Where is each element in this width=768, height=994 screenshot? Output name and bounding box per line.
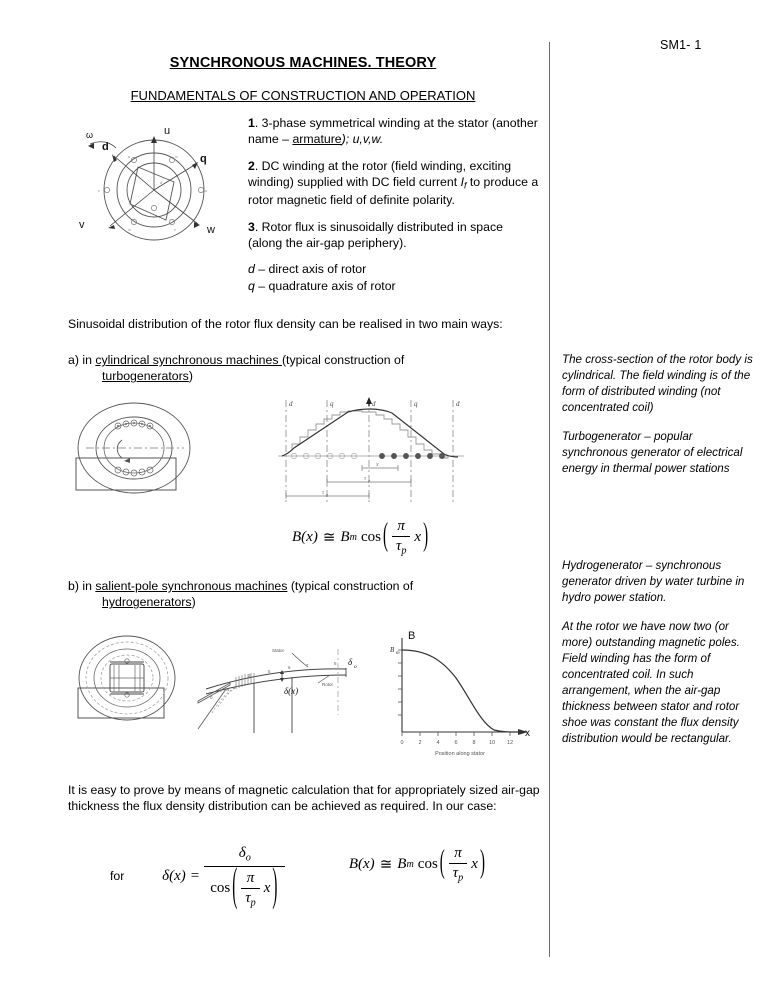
- axis-def-q-symbol: q: [248, 278, 255, 293]
- point-1-link-armature: armature: [292, 132, 342, 147]
- flux-density-chart: [372, 626, 538, 762]
- axis-def-q-text: – quadrature axis of rotor: [254, 278, 396, 293]
- formula-delta-paren-open: (: [232, 862, 238, 913]
- formula-bot-B-arg: (x): [358, 855, 375, 872]
- item-b-rest: (typical construction of: [287, 579, 414, 593]
- formula-flux-density-salient: [349, 845, 487, 884]
- item-b-link-salient: salient-pole synchronous machines: [95, 579, 288, 593]
- chart-xtick-12: 12: [506, 740, 514, 746]
- axis-definition-q: [248, 278, 540, 294]
- chart-bm-label: B: [390, 646, 395, 654]
- item-b-link-hydrogenerators: hydrogenerators: [102, 595, 192, 610]
- point-3-text: . Rotor flux is sinusoidally distributed in space (along the air-gap periphery).: [248, 219, 503, 250]
- formula-top-B: B: [292, 528, 302, 545]
- formula-delta-pi: π: [246, 869, 255, 886]
- airgap-tick-5: 5: [268, 669, 271, 674]
- chart-ylabel: B: [408, 630, 416, 642]
- construction-points-list: [248, 115, 540, 304]
- point-2-number: 2: [248, 158, 255, 173]
- item-a-second-line: [68, 368, 538, 384]
- axis-label-v: v: [79, 219, 85, 231]
- svg-text:d: d: [160, 180, 163, 185]
- formula-delta-paren-close: ): [272, 862, 278, 913]
- chart-xtick-2: 2: [418, 740, 422, 746]
- formula-delta-o: δ: [238, 845, 246, 861]
- formula-delta-o-sub: o: [245, 852, 251, 864]
- airgap-tick-7: 7: [306, 663, 309, 668]
- airgap-label-rotor: Rotor: [322, 682, 334, 687]
- formula-bot-tau: τ: [452, 865, 459, 881]
- formula-delta-arg: (x): [169, 868, 186, 885]
- margin-note-cylindrical: [562, 352, 758, 477]
- formula-top-x: x: [414, 528, 422, 545]
- point-2-symbol-if: I: [460, 175, 464, 190]
- chart-series-line: [402, 650, 522, 732]
- mmf-waveform-figure: [272, 392, 468, 514]
- formula-bot-B: B: [348, 855, 359, 872]
- svg-text:w: w: [175, 154, 179, 159]
- item-a-prefix: a) in: [68, 353, 96, 367]
- svg-text:w: w: [128, 227, 132, 232]
- svg-text:v: v: [174, 227, 177, 232]
- point-2: [248, 158, 540, 209]
- chart-bm-label-sub: m: [396, 651, 400, 656]
- point-3: [248, 219, 540, 252]
- chart-xlabel: Position along stator: [435, 751, 485, 757]
- point-2-text-b: to produce a rotor magnetic field of definite polarity.: [248, 175, 539, 208]
- vertical-divider-rule: [549, 42, 550, 957]
- axis-label-w: w: [207, 224, 215, 236]
- svg-text:v: v: [98, 188, 101, 193]
- formula-bot-pi: π: [454, 845, 462, 861]
- formula-delta-fn: δ: [162, 868, 170, 885]
- item-a-link-turbogenerators: turbogenerators: [102, 369, 189, 384]
- formula-top-fraction: [392, 518, 410, 557]
- formula-delta-fraction: [204, 845, 285, 913]
- airgap-label-stator: Stator: [272, 648, 285, 653]
- chart-x-axis-symbol: x: [525, 728, 530, 739]
- page-code: SM1- 1: [660, 38, 702, 52]
- item-a-line: [68, 352, 538, 385]
- airgap-label-delta-x: δ(x): [284, 686, 299, 696]
- page-title-text: SYNCHRONOUS MACHINES. THEORY: [169, 55, 437, 71]
- formula-top-pi: π: [397, 518, 405, 534]
- mmf-axis-mark-d-3: d: [456, 400, 460, 408]
- formula-top-B-arg: (x): [301, 528, 318, 545]
- formula-for-word: for: [110, 869, 125, 884]
- rotor-cross-section-axes-figure: [62, 112, 242, 252]
- mmf-axis-mark-q-2: q: [414, 400, 418, 408]
- airgap-tick-0: 0: [210, 695, 213, 700]
- formula-delta-cos: cos: [210, 880, 231, 897]
- paragraph-sinusoidal-text: Sinusoidal distribution of the rotor flux density can be realised in two main ways:: [68, 317, 503, 331]
- salient-pole-rotor-figure: [72, 628, 196, 738]
- formula-top-approx: ≅: [322, 529, 336, 546]
- item-a-tail: ): [188, 369, 193, 384]
- air-gap-profile-figure: [196, 641, 364, 739]
- chart-xtick-8: 8: [472, 740, 476, 746]
- chart-xtick-6: 6: [454, 740, 458, 746]
- formula-top-tau-sub: p: [401, 545, 407, 557]
- formula-bot-tau-group: [449, 863, 467, 884]
- paragraph-item-b: [68, 578, 538, 611]
- item-b-tail: ): [191, 595, 196, 610]
- svg-text:u: u: [205, 188, 208, 193]
- paragraph-prove: [68, 782, 548, 815]
- formula-bot-approx: ≅: [379, 856, 393, 873]
- cylindrical-rotor-figure: [72, 396, 262, 514]
- svg-text:τ: τ: [364, 476, 367, 482]
- airgap-tick-3: 3: [248, 673, 251, 678]
- formula-top-Bm-sub: m: [349, 531, 357, 543]
- formula-bot-x: x: [471, 855, 478, 872]
- point-2-symbol-if-sub: f: [463, 180, 467, 191]
- axis-def-d-text: – direct axis of rotor: [254, 262, 367, 277]
- paragraph-sinusoidal: [68, 316, 538, 332]
- axis-label-u: u: [164, 125, 171, 137]
- page-subtitle: [68, 88, 538, 103]
- formula-bot-cos: cos: [417, 855, 438, 872]
- airgap-tick-6: 6: [288, 665, 291, 670]
- formula-flux-density-cylindrical: [292, 518, 430, 557]
- point-1: [248, 115, 540, 148]
- axis-label-omega: ω: [86, 130, 94, 140]
- chart-xtick-4: 4: [436, 740, 440, 746]
- axis-label-d: d: [102, 141, 109, 153]
- airgap-label-delta-o-sub: o: [354, 664, 357, 670]
- formula-delta-denominator: [204, 862, 285, 913]
- svg-text:u: u: [128, 154, 131, 159]
- formula-top-tau: τ: [395, 538, 402, 554]
- axis-definition-d: [248, 261, 540, 277]
- point-3-number: 3: [248, 219, 255, 234]
- formula-top-Bm: B: [340, 528, 350, 545]
- mmf-axis-mark-d-2: d: [372, 400, 376, 408]
- formula-equals: =: [190, 868, 200, 885]
- margin-note-1-text: The cross-section of the rotor body is cylindrical. The field winding is of the form of distributed winding (not concentrated coil): [562, 353, 753, 414]
- svg-text:p: p: [326, 492, 329, 497]
- airgap-tick-w: w: [226, 687, 230, 692]
- axis-label-q: q: [200, 153, 207, 165]
- margin-note-2-text: Turbogenerator – popular synchronous generator of electrical energy in thermal power stations: [562, 429, 743, 475]
- formula-top-tau-group: [392, 536, 410, 557]
- point-1-text-a: . 3-phase symmetrical winding at the stator (another name –: [248, 116, 538, 147]
- item-a-link-cylindrical: cylindrical synchronous machines: [95, 353, 282, 367]
- mmf-axis-mark-d-1: d: [289, 400, 293, 408]
- formula-delta-x: x: [263, 880, 271, 897]
- formula-top-cos: cos: [360, 528, 381, 545]
- paragraph-prove-text: It is easy to prove by means of magnetic calculation that for appropriately sized air-gap thickness the flux density distribution can be achieved as required. In our case:: [68, 783, 540, 814]
- formula-delta-tau: τ: [245, 889, 251, 906]
- point-2-text-a: . DC winding at the rotor (field winding, exciting winding) supplied with DC field current: [248, 158, 512, 190]
- mmf-axis-mark-q-1: q: [330, 400, 334, 408]
- formula-delta-inner-fraction: [241, 870, 259, 909]
- formula-delta-tau-sub: p: [250, 897, 256, 909]
- formula-bot-Bm-sub: m: [406, 858, 414, 870]
- airgap-label-delta-o: δ: [348, 657, 353, 667]
- formula-top-paren-close: ): [423, 518, 429, 554]
- page-subtitle-text: FUNDAMENTALS OF CONSTRUCTION AND OPERATION: [130, 88, 476, 103]
- margin-note-3-text: Hydrogenerator – synchronous generator driven by water turbine in hydro power station.: [562, 559, 745, 604]
- chart-xtick-0: 0: [400, 740, 404, 746]
- page-title: [68, 55, 538, 71]
- point-1-text-b: ); u,v,w.: [341, 132, 384, 147]
- formula-bot-paren-close: ): [479, 845, 485, 881]
- svg-text:τ: τ: [322, 490, 325, 496]
- formula-bot-fraction: [449, 845, 467, 884]
- margin-note-salient: [562, 558, 758, 747]
- item-b-prefix: b) in: [68, 579, 96, 593]
- formula-airgap-thickness: [162, 845, 285, 913]
- axis-def-d-symbol: d: [248, 262, 255, 277]
- svg-text:p: p: [368, 478, 371, 483]
- point-1-number: 1: [248, 116, 255, 130]
- formula-bot-paren-open: (: [439, 845, 445, 881]
- svg-text:x: x: [376, 462, 379, 468]
- formula-bot-Bm: B: [397, 855, 407, 872]
- formula-top-paren-open: (: [382, 518, 388, 554]
- airgap-tick-8: 8: [334, 661, 337, 666]
- chart-xtick-10: 10: [488, 740, 496, 746]
- formula-delta-tau-group: [241, 888, 259, 909]
- paragraph-item-a: [68, 352, 538, 385]
- item-b-line: [68, 578, 538, 611]
- margin-note-4-text: At the rotor we have now two (or more) outstanding magnetic poles. Field winding has the form of concentrated coil. In such arrangement, when the air-gap thickness between stator and rotor shoe was constant the flux density distribution would be rectangular.: [562, 619, 740, 745]
- item-b-second-line: [68, 594, 538, 610]
- formula-row-bottom: [110, 845, 487, 913]
- formula-bot-tau-sub: p: [458, 872, 464, 884]
- item-a-rest: (typical construction of: [281, 353, 405, 367]
